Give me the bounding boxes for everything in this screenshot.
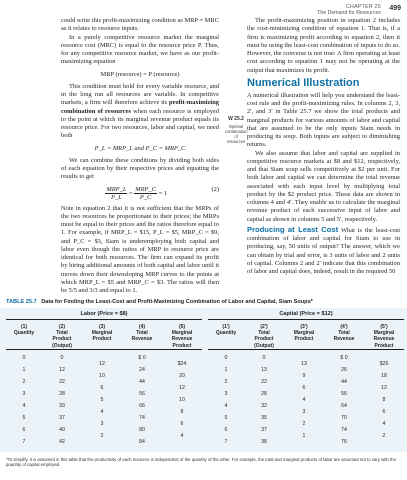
table-cell-marginal: 2 [302, 421, 306, 427]
web-tag: W 25.2 [228, 116, 244, 122]
chapter-label: CHAPTER 25 [346, 4, 381, 10]
table-cell: 3 [22, 391, 26, 397]
table-cell-marginal: $24 [177, 361, 187, 367]
table-cell: 0 [60, 355, 64, 361]
fraction-labor [105, 186, 127, 201]
column-header-line: (4′) [340, 324, 348, 330]
capital-group-header: Capital (Price = $12) [279, 311, 333, 317]
labor-group-header: Labor (Price = $8) [80, 311, 128, 317]
table-cell: 70 [341, 415, 347, 421]
table-cell-marginal: 2 [100, 433, 104, 439]
column-header-line: (1) [20, 324, 28, 330]
table-cell-marginal: 6 [180, 421, 184, 427]
table-cell: 5 [224, 415, 228, 421]
column-header-line: (5) [178, 324, 186, 330]
paragraph: We also assume that labor and capital are supplied in competitive resource markets at $8 and $12, respectively, and that Siam soup sells competitively at $2 per unit. For both labor and capital we can determine the total revenue associated with each input level by multiplying total product by the $2 product price. These data are shown in columns 4 and 4′. They enable us to calculate the marginal revenue product of each successive input of labor and capital as shown in columns 5 and 5′, respectively. [247, 149, 400, 223]
equation-rhs: = 1 [158, 189, 168, 197]
margin-note-text: Optimal combination of resources [225, 124, 248, 144]
table-cell: 37 [59, 415, 65, 421]
table-cell: 22 [59, 379, 65, 385]
table-cell: 66 [139, 403, 145, 409]
equation-3: $\frac{\text{MRP\_L}}{P\_L}$ = $\frac{\text{MRP\_C}}{P\_C}$ = 1 (2) [106, 185, 219, 201]
column-header-line: Product [294, 336, 314, 343]
table-cell: 64 [341, 403, 347, 409]
table-cell: 32 [261, 403, 267, 409]
table-cell: 74 [341, 427, 347, 433]
table-cell: 0 [224, 355, 228, 361]
table-cell-marginal: 10 [99, 373, 105, 379]
table-cell-marginal: 13 [301, 361, 307, 367]
column-header-line: (1′) [222, 324, 230, 330]
running-head [317, 4, 381, 17]
column-header [82, 324, 122, 343]
table-cell: 7 [224, 439, 228, 445]
table-cell: 26 [341, 367, 347, 373]
table-cell: 7 [22, 439, 26, 445]
table-cell: 3 [224, 391, 228, 397]
table-cell-marginal: 3 [100, 421, 104, 427]
paragraph: The profit-maximizing position in equation 2 includes the cost-minimizing condition of equation 1. That is, if a firm is maximizing profit according to equation 2, then it must be using the least-cost combination of inputs to do so. However, the converse is not true: A firm operating at least cost according to equation 1 may not be operating at the output that maximizes its profit. [247, 17, 400, 74]
table-cell: 44 [139, 379, 145, 385]
equation-2: P_L = MRP_L and P_C = MRP_C [94, 144, 186, 152]
column-header-line: Product [254, 336, 274, 343]
column-header-line: (4) [138, 324, 146, 330]
equation-number: (2) [211, 185, 219, 193]
column-header-line: Revenue [373, 336, 395, 343]
table-cell-marginal: 2 [382, 433, 386, 439]
column-header-line: Marginal [91, 330, 113, 337]
paragraph: could write this profit-maximizing condition as MRP = MRC as it relates to resource inputs. [61, 17, 219, 33]
table-cell-marginal: 3 [302, 409, 306, 415]
column-header-line: Product [92, 336, 112, 343]
column-header-line: (Output) [254, 342, 274, 349]
table-cell-marginal: 12 [381, 385, 387, 391]
table-cell: 74 [139, 415, 145, 421]
paragraph [247, 226, 400, 277]
table-cell: 12 [59, 367, 65, 373]
table-cell: 4 [224, 403, 228, 409]
right-column [247, 17, 400, 276]
column-header [6, 324, 42, 336]
table-label: TABLE 25.7 [6, 299, 37, 305]
column-header-line: Quantity [13, 330, 35, 337]
column-header-line: Product [172, 342, 192, 349]
numerator: MRP_C [135, 185, 157, 193]
table-cell: 28 [59, 391, 65, 397]
chapter-title: The Demand for Resources [317, 10, 381, 17]
denominator: P_C [139, 193, 152, 201]
table-cell-marginal: 9 [302, 373, 306, 379]
table-cell: 1 [22, 367, 26, 373]
column-header-line: (2) [58, 324, 66, 330]
table-cell: 42 [59, 439, 65, 445]
text-run: What is the least-cost combination of labor and capital for Siam to use in producing, say, 50 units of output? The answer, which we can obtain by trial and error, is 3 units of labor and 2 units of capital. Columns 2 and 2′ indicate that this combination of labor and capital does, indeed, result in the required 50 [247, 226, 401, 275]
column-header-line: Product [374, 342, 394, 349]
table-cell: 6 [22, 427, 26, 433]
table-cell: 0 [22, 355, 26, 361]
table-cell-marginal: 4 [302, 397, 306, 403]
column-header-line: (5′) [380, 324, 388, 330]
table-cell: 22 [261, 379, 267, 385]
paragraph [61, 83, 219, 141]
column-header-line: Total [56, 330, 68, 337]
numerator: MRP_L [106, 185, 127, 193]
table-cell-marginal: 18 [381, 373, 387, 379]
table-cell: 37 [261, 427, 267, 433]
rule [208, 319, 404, 320]
table-cell: 1 [224, 367, 228, 373]
column-header [364, 324, 404, 349]
table-cell: $ 0 [340, 355, 348, 361]
table-cell-marginal: 5 [100, 397, 104, 403]
table-cell: 24 [139, 367, 145, 373]
column-header [284, 324, 324, 343]
table-cell: 44 [341, 379, 347, 385]
column-header-line: (2′) [260, 324, 268, 330]
column-header-line: Product [52, 336, 72, 343]
table-cell: 13 [261, 367, 267, 373]
table-cell-marginal: 20 [179, 373, 185, 379]
column-header-line: Total [258, 330, 270, 337]
paragraph: Note in equation 2 that it is not sufficient that the MRPs of the two resources be proportionate to their prices; the MRPs must be equal to their prices and the ratios therefore equal to 1. For example, if MRP_L = $15, P_L = $5, MRP_C = $9, and P_C = $3, Siam is underemploying both capital and labor even though the ratios of MRP to resource price are identical for both resources. The firm can expand its profit by hiring additional amounts of both capital and labor until it moves down their downsloping MRP curves to the points at which MRP_L = $5 and MRP_C = $3. The ratios will then be 5/5 and 3/3 and equal to 1. [61, 204, 219, 294]
table-cell-marginal: 12 [179, 385, 185, 391]
column-header [244, 324, 284, 349]
left-column [61, 17, 219, 295]
rule [6, 319, 202, 320]
column-header-line: Total [338, 330, 350, 337]
column-header-line: (3′) [300, 324, 308, 330]
table-cell-marginal: 4 [100, 409, 104, 415]
table-cell: 76 [341, 439, 347, 445]
column-header-line: Quantity [215, 330, 237, 337]
data-table [0, 308, 407, 452]
table-cell-marginal: 8 [382, 397, 386, 403]
table-cell-marginal: 4 [180, 433, 184, 439]
text-run: This condition must hold for every variable resource, and in the long run all resources are variable. In competitive markets, a firm will therefore achieve its [61, 82, 219, 107]
column-header-line: Marginal [171, 330, 193, 337]
paragraph: In a purely competitive resource market the marginal resource cost (MRC) is equal to the resource price P. Thus, for any competitive resource market, we have as our profit-maximizing equation [61, 33, 219, 66]
table-cell: 2 [22, 379, 26, 385]
column-header-line: Revenue [131, 336, 153, 343]
column-header [162, 324, 202, 349]
column-header-line: Revenue [171, 336, 193, 343]
column-header [42, 324, 82, 349]
margin-note [225, 117, 247, 144]
table-cell: 0 [262, 355, 266, 361]
inline-heading: Producing at Least Cost [247, 224, 339, 234]
rule [208, 349, 404, 350]
column-header-line: Marginal [373, 330, 395, 337]
table-cell: 56 [341, 391, 347, 397]
table-cell: 5 [22, 415, 26, 421]
table-cell: 80 [139, 427, 145, 433]
rule [6, 349, 202, 350]
table-cell: 38 [261, 439, 267, 445]
table-cell: 28 [261, 391, 267, 397]
table-title [0, 298, 407, 306]
column-header-line: (3) [98, 324, 106, 330]
table-cell-marginal: 6 [382, 409, 386, 415]
column-header-line: Marginal [293, 330, 315, 337]
column-header-line: Revenue [333, 336, 355, 343]
denominator: P_L [111, 193, 122, 201]
table-footnote: *To simplify, it is assumed in this table that the productivity of each resource is independent of the quantity of the other. For example, the total and marginal products of labor are assumed not to vary with the quantity of capital employed. [6, 457, 396, 468]
table-cell: 35 [261, 415, 267, 421]
fraction-capital [134, 186, 157, 201]
table-cell-marginal: 4 [382, 421, 386, 427]
table-caption: Data for Finding the Least-Cost and Profit-Maximizing Combination of Labor and Capital, Siam Soups* [41, 299, 313, 305]
table-cell: 2 [224, 379, 228, 385]
table-cell-marginal: 6 [100, 385, 104, 391]
table-cell-marginal: 6 [302, 385, 306, 391]
section-heading: Numerical Illustration [247, 76, 360, 89]
table-cell: 4 [22, 403, 26, 409]
column-header [208, 324, 244, 336]
table-cell: 56 [139, 391, 145, 397]
page-number: 499 [389, 5, 401, 12]
column-header-line: Total [136, 330, 148, 337]
table-cell: 6 [224, 427, 228, 433]
table-cell-marginal: 12 [99, 361, 105, 367]
table-cell-marginal: 10 [179, 397, 185, 403]
column-header [324, 324, 364, 343]
table-cell: 33 [59, 403, 65, 409]
key-term: profit-maximizing combination of resources [61, 99, 219, 115]
table-cell: $ 0 [138, 355, 146, 361]
table-cell-marginal: 1 [302, 433, 306, 439]
table-cell: 84 [139, 439, 145, 445]
text-run: when each resource is employed to the point at which its marginal revenue product equals its resource price. For two resources, labor and capital, we need both [61, 107, 219, 140]
paragraph: A numerical illustration will help you understand the least-cost rule and the profit-maximizing rules. In columns 2, 3, 2′, and 3′ in Table 25.7 we show the total products and marginal products for various amounts of labor and capital that are assumed to be the only inputs Siam needs in producing its soup. Both inputs are subject to diminishing returns. [247, 91, 400, 149]
equation-1: MRP (resource) = P (resource) [100, 70, 180, 78]
column-header-line: (Output) [52, 342, 72, 349]
table-cell-marginal: $26 [379, 361, 389, 367]
column-header [122, 324, 162, 343]
table-cell: 40 [59, 427, 65, 433]
paragraph: We can combine these conditions by dividing both sides of each equation by their respective prices and equating the results to get [61, 156, 219, 181]
table-cell-marginal: 8 [180, 409, 184, 415]
